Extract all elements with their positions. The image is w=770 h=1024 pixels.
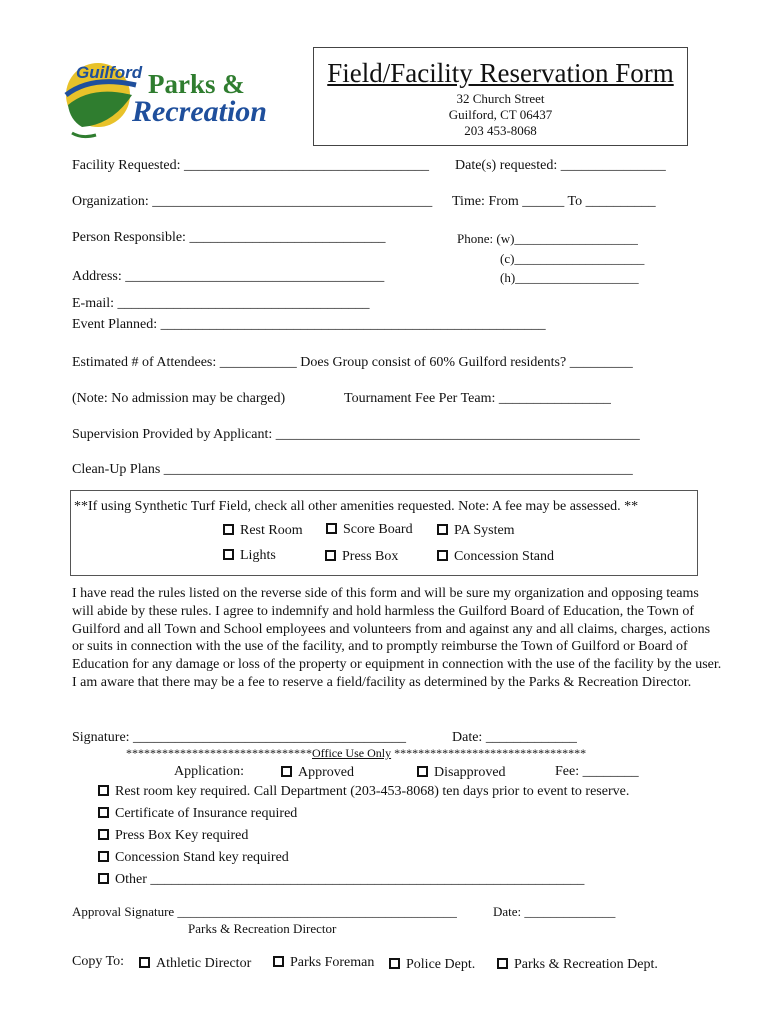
- lights-option[interactable]: Lights: [223, 548, 276, 564]
- checkbox-icon[interactable]: [417, 766, 428, 777]
- facility-field[interactable]: Facility Requested: ___________________________________: [72, 158, 429, 173]
- other-option[interactable]: Other ______________________________________________________________: [98, 872, 584, 888]
- checkbox-icon[interactable]: [223, 549, 234, 560]
- office-use-banner: *******************************Office Use Only ********************************: [126, 746, 587, 760]
- copy-to-label: Copy To:: [72, 954, 125, 969]
- copy-parks-option[interactable]: Parks & Recreation Dept.: [497, 957, 658, 973]
- logo-recreation: Recreation: [132, 95, 267, 128]
- phone-h-field[interactable]: (h)___________________: [500, 270, 639, 285]
- admission-note: (Note: No admission may be charged): [72, 391, 286, 406]
- logo-parks: Parks &: [148, 69, 245, 99]
- checkbox-icon[interactable]: [389, 958, 400, 969]
- approval-signature-field[interactable]: Approval Signature ___________________________________________: [72, 904, 457, 919]
- street-address: 32 Church Street: [456, 91, 545, 106]
- turf-heading: **If using Synthetic Turf Field, check all other amenities requested. Note: A fee may be assessed. **: [74, 499, 639, 514]
- person-field[interactable]: Person Responsible: ____________________________: [72, 230, 386, 245]
- checkbox-icon[interactable]: [98, 851, 109, 862]
- email-field[interactable]: E-mail: ____________________________________: [72, 296, 370, 311]
- copy-police-option[interactable]: Police Dept.: [389, 957, 475, 973]
- time-field[interactable]: Time: From ______ To __________: [452, 194, 656, 209]
- insurance-option[interactable]: Certificate of Insurance required: [98, 806, 297, 822]
- office-use-label: Office Use Only: [312, 746, 392, 760]
- form-title: Field/Facility Reservation Form: [327, 58, 674, 88]
- checkbox-icon[interactable]: [497, 958, 508, 969]
- checkbox-icon[interactable]: [437, 550, 448, 561]
- attendees-field[interactable]: Estimated # of Attendees: ___________ Does Group consist of 60% Guilford residents? _________: [72, 355, 633, 370]
- checkbox-icon[interactable]: [139, 957, 150, 968]
- checkbox-icon[interactable]: [98, 873, 109, 884]
- approval-title: Parks & Recreation Director: [188, 921, 337, 936]
- approval-date-field[interactable]: Date: ______________: [493, 904, 616, 919]
- logo-guilford: Guilford: [76, 63, 143, 82]
- pa-system-option[interactable]: PA System: [437, 523, 515, 539]
- signature-field[interactable]: Signature: _______________________________________: [72, 730, 407, 745]
- copy-athletic-option[interactable]: Athletic Director: [139, 956, 251, 972]
- checkbox-icon[interactable]: [437, 524, 448, 535]
- city-address: Guilford, CT 06437: [448, 107, 553, 122]
- office-phone: 203 453-8068: [464, 123, 537, 138]
- agreement-paragraph: I have read the rules listed on the reverse side of this form and will be sure my organization and opposing teams will abide by these rules. I agree to indemnify and hold harmless the Guilford Board of Education, the Town of Guilford and all Town and School employees and volunteers from and against any and all claims, charges, actions or suits in connection with the use of the facility, and to promptly reimburse the Town of Guilford or Board of Education for any damage or loss of the property or equipment in connection with the use of the facility by the user. I am aware that there may be a fee to reserve a field/facility as determined by the Parks & Recreation Director.: [72, 586, 722, 690]
- checkbox-icon[interactable]: [98, 807, 109, 818]
- organization-field[interactable]: Organization: ________________________________________: [72, 194, 433, 209]
- tournament-fee-field[interactable]: Tournament Fee Per Team: ________________: [344, 391, 611, 406]
- logo: [62, 55, 292, 140]
- phone-w-field[interactable]: Phone: (w)___________________: [457, 231, 638, 246]
- signature-date-field[interactable]: Date: _____________: [452, 730, 577, 745]
- checkbox-icon[interactable]: [98, 785, 109, 796]
- checkbox-icon[interactable]: [325, 550, 336, 561]
- score-board-option[interactable]: Score Board: [326, 522, 413, 538]
- restroom-key-option[interactable]: Rest room key required. Call Department (203-453-8068) ten days prior to event to reserve.: [98, 784, 629, 800]
- dates-field[interactable]: Date(s) requested: _______________: [455, 158, 666, 173]
- rest-room-option[interactable]: Rest Room: [223, 523, 303, 539]
- application-label: Application:: [174, 764, 244, 779]
- title-box: [313, 47, 688, 146]
- supervision-field[interactable]: Supervision Provided by Applicant: ____________________________________________________: [72, 427, 640, 442]
- event-field[interactable]: Event Planned: _______________________________________________________: [72, 317, 546, 332]
- concession-stand-option[interactable]: Concession Stand: [437, 549, 554, 565]
- press-box-option[interactable]: Press Box: [325, 549, 398, 565]
- pressbox-key-option[interactable]: Press Box Key required: [98, 828, 248, 844]
- checkbox-icon[interactable]: [223, 524, 234, 535]
- approved-option[interactable]: Approved: [281, 765, 354, 781]
- copy-foreman-option[interactable]: Parks Foreman: [273, 955, 374, 971]
- checkbox-icon[interactable]: [273, 956, 284, 967]
- phone-c-field[interactable]: (c)____________________: [500, 251, 645, 266]
- address-field[interactable]: Address: _____________________________________: [72, 269, 385, 284]
- fee-field[interactable]: Fee: ________: [555, 764, 639, 779]
- checkbox-icon[interactable]: [326, 523, 337, 534]
- disapproved-option[interactable]: Disapproved: [417, 765, 506, 781]
- turf-amenities-box: [70, 490, 698, 576]
- checkbox-icon[interactable]: [98, 829, 109, 840]
- checkbox-icon[interactable]: [281, 766, 292, 777]
- concession-key-option[interactable]: Concession Stand key required: [98, 850, 289, 866]
- cleanup-field[interactable]: Clean-Up Plans ___________________________________________________________________: [72, 462, 633, 477]
